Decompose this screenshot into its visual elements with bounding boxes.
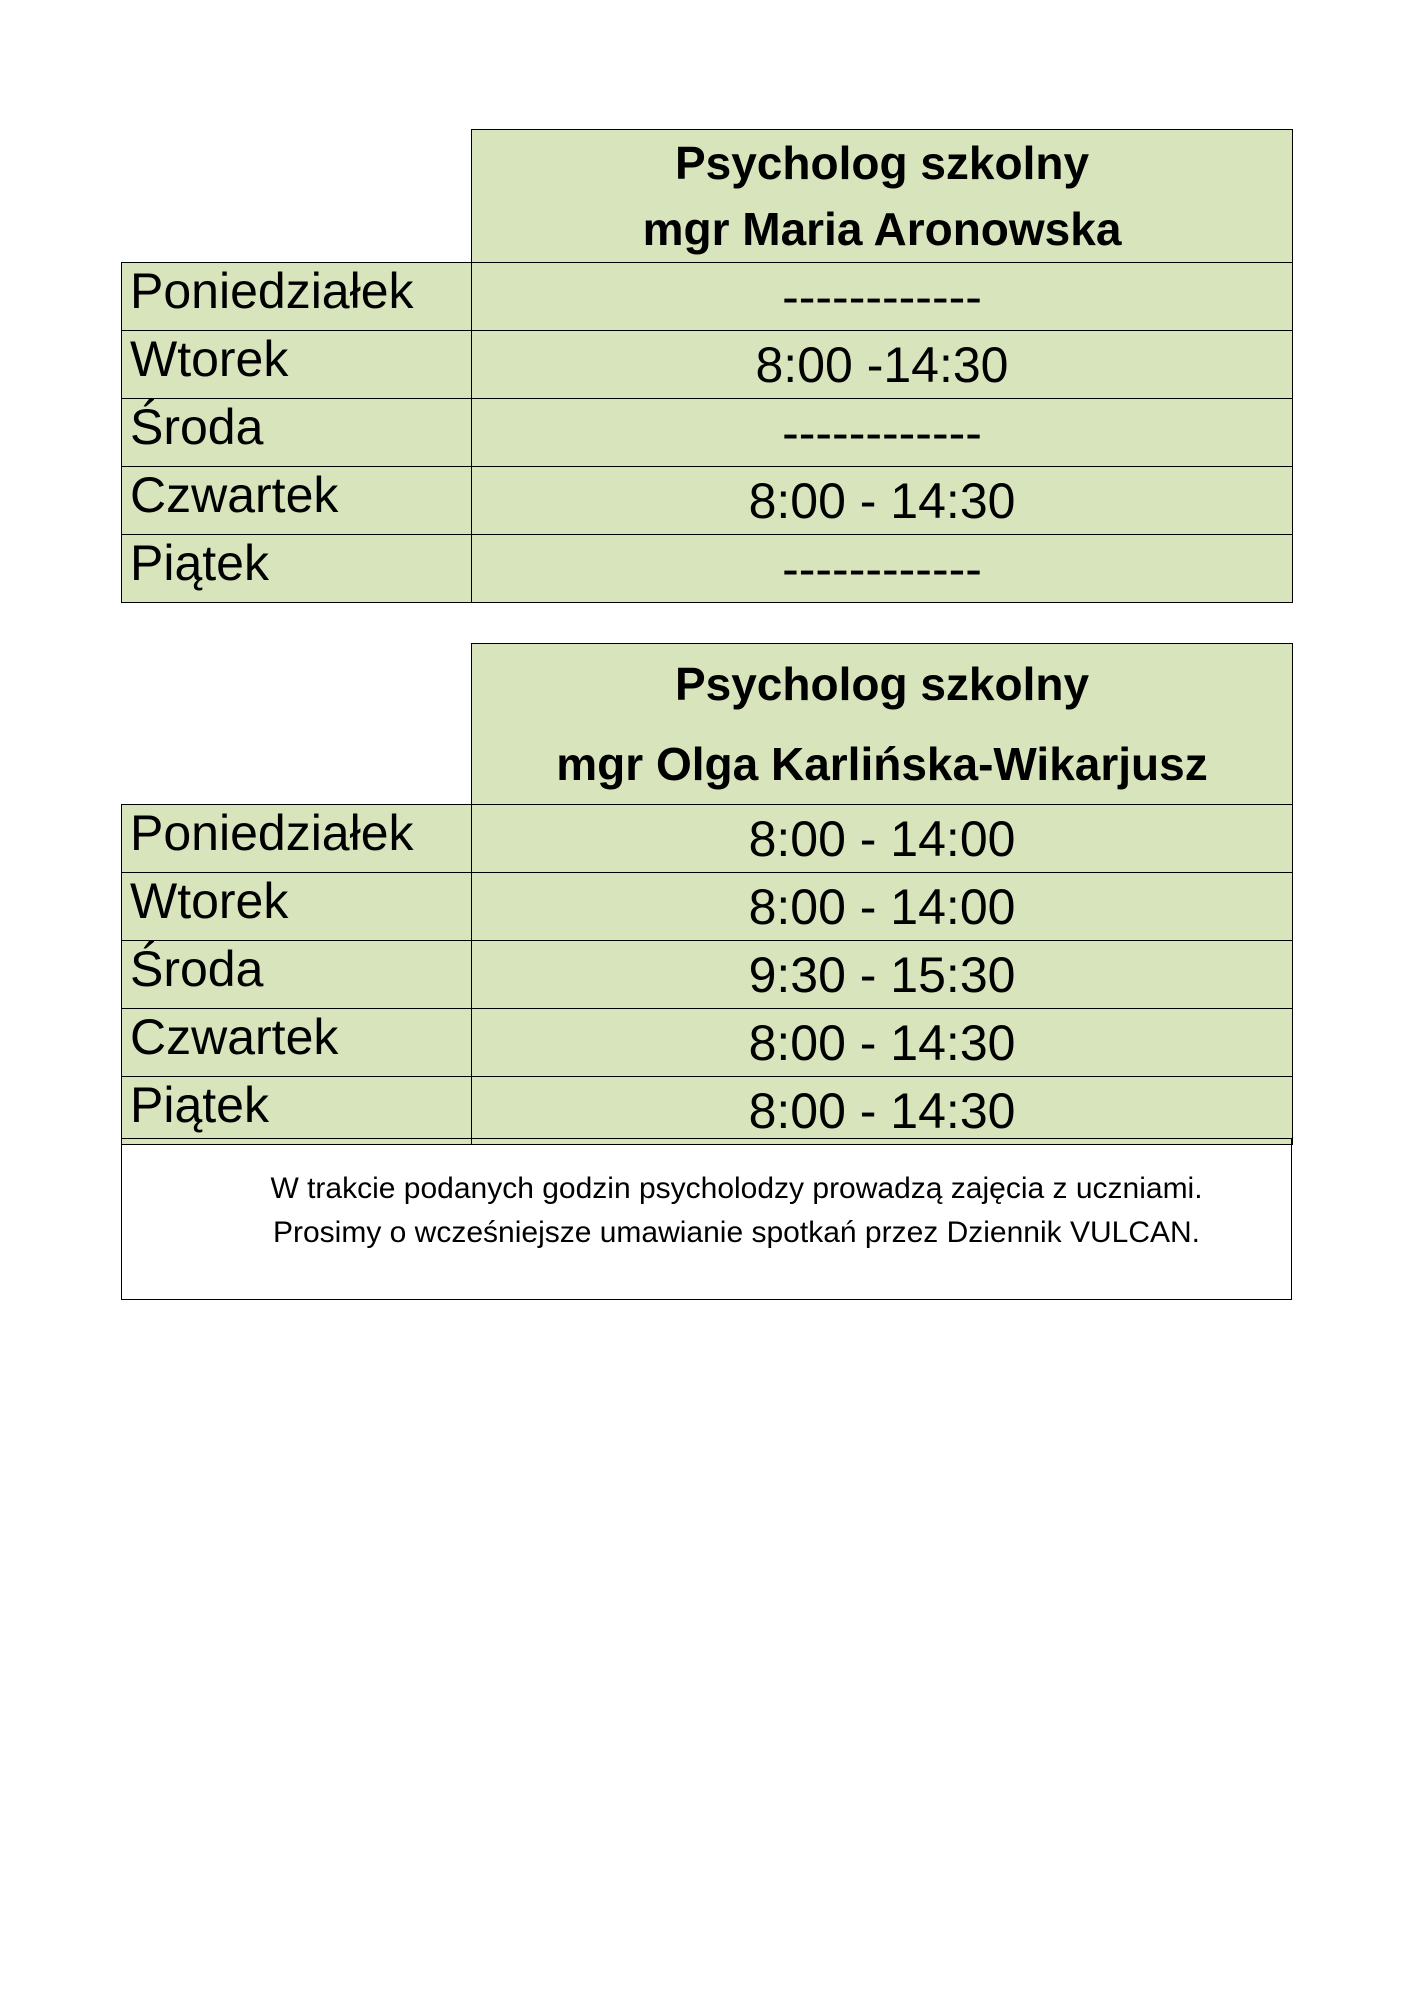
table-row xyxy=(122,467,1293,535)
table-row xyxy=(122,941,1293,1009)
header-name: mgr Maria Aronowska xyxy=(642,203,1122,255)
hours-value: 8:00 - 14:30 xyxy=(472,1077,1293,1145)
hours-value: ------------ xyxy=(472,263,1293,331)
schedule-table-aronowska xyxy=(121,129,1293,603)
table-row xyxy=(122,399,1293,467)
table-row xyxy=(122,1077,1293,1145)
table-row xyxy=(122,805,1293,873)
day-label: Środa xyxy=(122,399,472,467)
header-title: Psycholog szkolny xyxy=(674,658,1090,710)
day-label: Czwartek xyxy=(122,467,472,535)
table-row xyxy=(122,535,1293,603)
hours-value: 8:00 - 14:30 xyxy=(472,1009,1293,1077)
note-line-1: W trakcie podanych godzin psycholodzy prowadzą zajęcia z uczniami. xyxy=(270,1172,1203,1205)
hours-value: ------------ xyxy=(472,535,1293,603)
hours-value: 8:00 - 14:00 xyxy=(472,873,1293,941)
table-row xyxy=(122,873,1293,941)
day-label: Piątek xyxy=(122,1077,472,1145)
hours-value: ------------ xyxy=(472,399,1293,467)
schedule-header xyxy=(472,130,1293,263)
header-blank-cell xyxy=(122,644,472,805)
table-row xyxy=(122,263,1293,331)
day-label: Piątek xyxy=(122,535,472,603)
day-label: Wtorek xyxy=(122,873,472,941)
note-line-2: Prosimy o wcześniejsze umawianie spotkań przez Dziennik VULCAN. xyxy=(272,1216,1201,1249)
schedule-header-row xyxy=(122,644,1293,805)
table-row xyxy=(122,331,1293,399)
day-label: Środa xyxy=(122,941,472,1009)
day-label: Czwartek xyxy=(122,1009,472,1077)
schedule-header-row xyxy=(122,130,1293,263)
day-label: Poniedziałek xyxy=(122,805,472,873)
note-box xyxy=(121,1138,1292,1300)
hours-value: 8:00 - 14:30 xyxy=(472,467,1293,535)
header-name: mgr Olga Karlińska-Wikarjusz xyxy=(556,738,1208,790)
header-blank-cell xyxy=(122,130,472,263)
table-row xyxy=(122,1009,1293,1077)
day-label: Poniedziałek xyxy=(122,263,472,331)
hours-value: 8:00 -14:30 xyxy=(472,331,1293,399)
hours-value: 9:30 - 15:30 xyxy=(472,941,1293,1009)
schedule-table-karlinska xyxy=(121,643,1293,1145)
schedule-header xyxy=(472,644,1293,805)
header-title: Psycholog szkolny xyxy=(674,137,1090,189)
hours-value: 8:00 - 14:00 xyxy=(472,805,1293,873)
day-label: Wtorek xyxy=(122,331,472,399)
